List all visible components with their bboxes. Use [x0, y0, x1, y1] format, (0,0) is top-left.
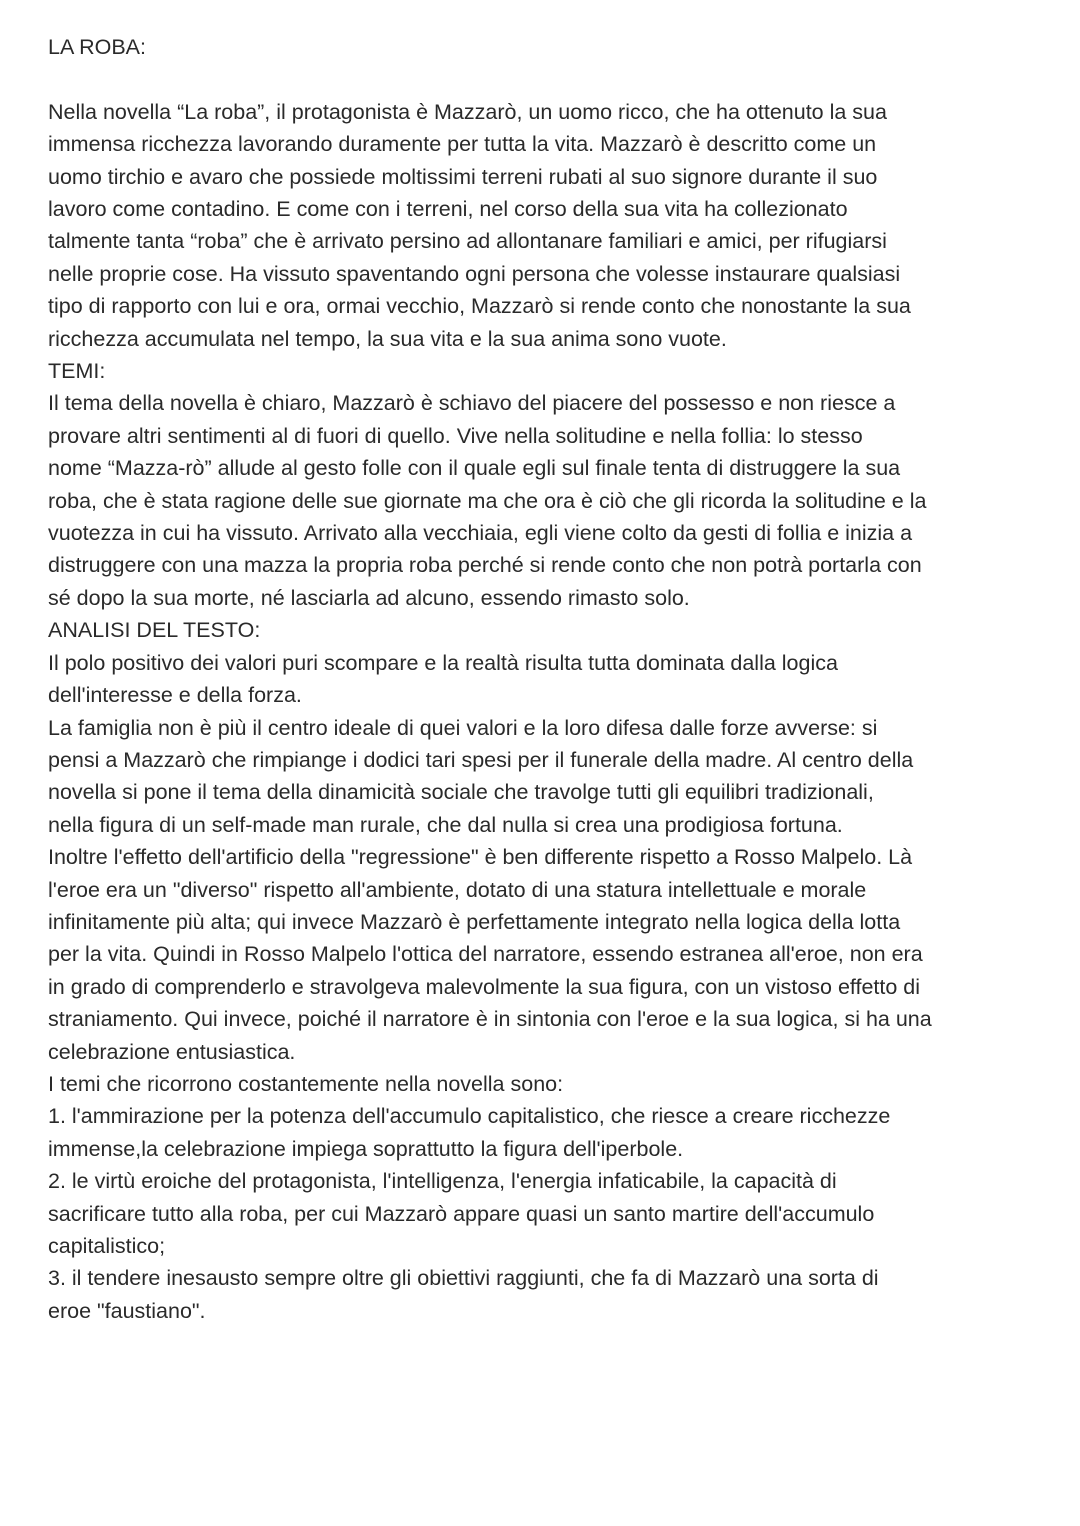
text-line: pensi a Mazzarò che rimpiange i dodici tari spesi per il funerale della madre. Al centro della: [48, 747, 914, 772]
paragraph-regression: [48, 841, 1040, 1068]
text-line: La famiglia non è più il centro ideale di quei valori e la loro difesa dalle forze avverse: si: [48, 715, 878, 740]
text-line: sacrificare tutto alla roba, per cui Mazzarò appare quasi un santo martire dell'accumulo: [48, 1201, 875, 1226]
list-item-1: [48, 1100, 1040, 1165]
text-line: roba, che è stata ragione delle sue giornate ma che ora è ciò che gli ricorda la solitudine e la: [48, 488, 927, 513]
text-line: novella si pone il tema della dinamicità sociale che travolge tutti gli equilibri tradizionali,: [48, 780, 874, 805]
text-line: per la vita. Quindi in Rosso Malpelo l'ottica del narratore, essendo estranea all'eroe, non era: [48, 942, 923, 967]
text-line: capitalistico;: [48, 1234, 166, 1259]
text-line: Inoltre l'effetto dell'artificio della "regressione" è ben differente rispetto a Rosso Malpelo. Là: [48, 845, 913, 870]
blank-line: [48, 63, 1040, 95]
text-line: lavoro come contadino. E come con i terreni, nel corso della sua vita ha collezionato: [48, 197, 848, 222]
list-item-2: [48, 1165, 1040, 1262]
text-line: ricchezza accumulata nel tempo, la sua vita e la sua anima sono vuote.: [48, 326, 727, 351]
text-line: nelle proprie cose. Ha vissuto spaventando ogni persona che volesse instaurare qualsiasi: [48, 261, 901, 286]
list-item-3: [48, 1262, 1040, 1327]
text-line: nome “Mazza-rò” allude al gesto folle con il quale egli sul finale tenta di distruggere la sua: [48, 456, 901, 481]
paragraph-summary: [48, 96, 1040, 355]
paragraph-themes: [48, 387, 1040, 614]
text-line: 3. il tendere inesausto sempre oltre gli obiettivi raggiunti, che fa di Mazzarò una sorta di: [48, 1266, 879, 1291]
text-line: Il tema della novella è chiaro, Mazzarò è schiavo del piacere del possesso e non riesce a: [48, 391, 896, 416]
text-line: dell'interesse e della forza.: [48, 683, 302, 708]
paragraph-analysis-intro: [48, 647, 1040, 712]
section-heading-temi: TEMI:: [48, 359, 106, 384]
text-line: sé dopo la sua morte, né lasciarla ad alcuno, essendo rimasto solo.: [48, 585, 690, 610]
text-line: straniamento. Qui invece, poiché il narratore è in sintonia con l'eroe e la sua logica, si ha una: [48, 1007, 932, 1032]
text-line: Nella novella “La roba”, il protagonista è Mazzarò, un uomo ricco, che ha ottenuto la sua: [48, 99, 887, 124]
text-line: eroe "faustiano".: [48, 1298, 206, 1323]
paragraph-family: [48, 712, 1040, 842]
text-line: l'eroe era un "diverso" rispetto all'ambiente, dotato di una statura intellettuale e morale: [48, 877, 867, 902]
text-line: infinitamente più alta; qui invece Mazzarò è perfettamente integrato nella logica della lotta: [48, 909, 901, 934]
text-line: 1. l'ammirazione per la potenza dell'accumulo capitalistico, che riesce a creare ricchezze: [48, 1104, 891, 1129]
text-line: distruggere con una mazza la propria roba perché si rende conto che non potrà portarla con: [48, 553, 922, 578]
text-line: uomo tirchio e avaro che possiede moltissimi terreni rubati al suo signore durante il suo: [48, 164, 878, 189]
text-line: 2. le virtù eroiche del protagonista, l'intelligenza, l'energia infaticabile, la capacità di: [48, 1169, 837, 1194]
text-line: in grado di comprenderlo e stravolgeva malevolmente la sua figura, con un vistoso effetto di: [48, 974, 921, 999]
text-line: immensa ricchezza lavorando duramente per tutta la vita. Mazzarò è descritto come un: [48, 132, 877, 157]
text-line: vuotezza in cui ha vissuto. Arrivato alla vecchiaia, egli viene colto da gesti di follia e inizia a: [48, 521, 913, 546]
text-line: Il polo positivo dei valori puri scompare e la realtà risulta tutta dominata dalla logica: [48, 650, 838, 675]
text-line: immense,la celebrazione impiega soprattutto la figura dell'iperbole.: [48, 1136, 684, 1161]
list-intro: I temi che ricorrono costantemente nella novella sono:: [48, 1071, 564, 1096]
document-title: LA ROBA:: [48, 35, 146, 59]
text-line: nella figura di un self-made man rurale, che dal nulla si crea una prodigiosa fortuna.: [48, 812, 843, 837]
section-heading-analisi: ANALISI DEL TESTO:: [48, 618, 261, 643]
text-line: talmente tanta “roba” che è arrivato persino ad allontanare familiari e amici, per rifugiarsi: [48, 229, 887, 254]
text-line: celebrazione entusiastica.: [48, 1039, 296, 1064]
text-line: provare altri sentimenti al di fuori di quello. Vive nella solitudine e nella follia: lo stesso: [48, 423, 863, 448]
text-line: tipo di rapporto con lui e ora, ormai vecchio, Mazzarò si rende conto che nonostante la sua: [48, 294, 911, 319]
